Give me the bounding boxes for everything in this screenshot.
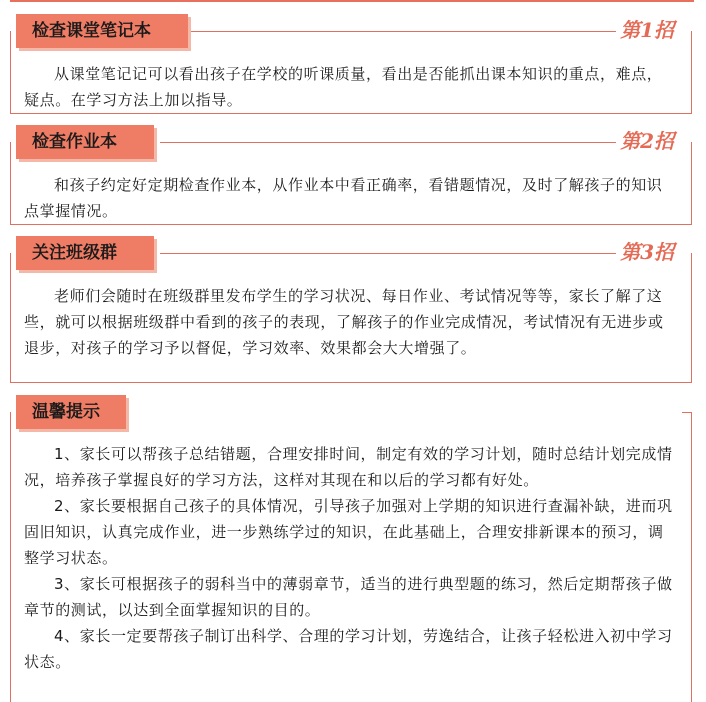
section-3-text: 老师们会随时在班级群里发布学生的学习状况、每日作业、考试情况等等，家长了解了这些，就可以根据班级群中看到的孩子的表现，了解孩子的作业完成情况，考试情况有无进步或退步，对孩子的学习予以督促，学习效率、效果都会大大增强了。	[24, 287, 664, 357]
section-1-badge: 第1招	[620, 18, 674, 42]
section-2-badge: 第2招	[620, 129, 674, 153]
tip-item-2: 2、家长要根据自己孩子的具体情况，引导孩子加强对上学期的知识进行查漏补缺，进而巩固旧知识，认真完成作业，进一步熟练学过的知识，在此基础上，合理安排新课本的预习，调整学习状态。	[24, 497, 673, 567]
section-3-body	[24, 283, 674, 361]
top-divider	[10, 0, 694, 2]
tips-body	[24, 441, 674, 675]
section-3-title: 关注班级群	[16, 236, 154, 270]
section-1-text: 从课堂笔记记可以看出孩子在学校的听课质量，看出是否能抓出课本知识的重点，难点，疑点。在学习方法上加以指导。	[24, 65, 663, 109]
tip-item-3: 3、家长可根据孩子的弱科当中的薄弱章节，适当的进行典型题的练习，然后定期帮孩子做章节的测试，以达到全面掌握知识的目的。	[24, 575, 673, 619]
section-1-title: 检查课堂笔记本	[16, 14, 188, 48]
section-3-badge: 第3招	[620, 240, 674, 264]
tip-item-1: 1、家长可以帮孩子总结错题，合理安排时间，制定有效的学习计划，随时总结计划完成情况，培养孩子掌握良好的学习方法，这样对其现在和以后的学习都有好处。	[24, 445, 673, 489]
section-2-text: 和孩子约定好定期检查作业本，从作业本中看正确率，看错题情况，及时了解孩子的知识点掌握情况。	[24, 176, 663, 220]
section-1-body	[24, 61, 674, 113]
tip-item-4: 4、家长一定要帮孩子制订出科学、合理的学习计划，劳逸结合，让孩子轻松进入初中学习状态。	[24, 627, 673, 671]
section-2-body	[24, 172, 674, 224]
tips-title: 温馨提示	[16, 395, 126, 429]
section-2-title: 检查作业本	[16, 125, 154, 159]
